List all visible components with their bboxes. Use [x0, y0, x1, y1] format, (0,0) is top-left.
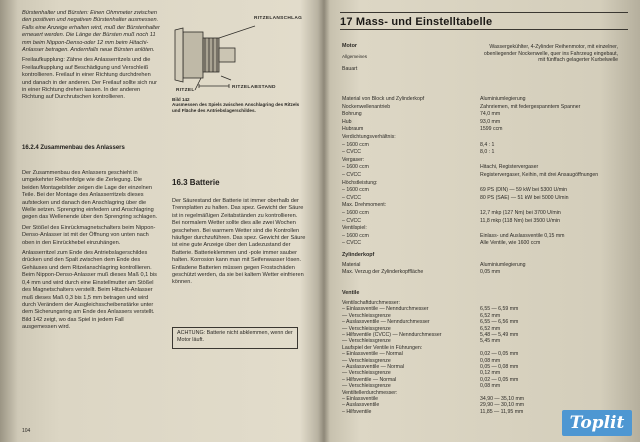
spec-value: 0,08 mm	[480, 383, 501, 390]
spec-label: – 1600 ccm	[342, 187, 369, 194]
bauart-label: Bauart	[342, 66, 358, 72]
spec-value: 5,48 — 5,49 mm	[480, 332, 519, 338]
spec-label: — Verschleissgrenze	[342, 338, 391, 345]
allgemeines-label: Allgemeines	[342, 54, 368, 59]
spec-value: 5,45 mm	[480, 338, 501, 345]
spec-label: — Verschleissgrenze	[342, 357, 391, 364]
title-rule-top	[340, 12, 628, 13]
spec-label: – Auslassventile — Nenndurchmesser	[342, 319, 430, 326]
spec-label: Max. Verzug der Zylinderkopffläche	[342, 269, 424, 276]
spec-label: – Hilfsventile (CVCC) — Nenndurchmesser	[342, 332, 442, 338]
spec-value: Aluminiumlegierung	[480, 262, 526, 268]
figure-caption	[172, 97, 307, 113]
spec-value: 8,4 : 1	[480, 141, 495, 148]
battery-note-box: ACHTUNG: Batterie nicht abklemmen, wenn der Motor läuft.	[172, 327, 298, 349]
figure-caption-text: Ausmessen des Spiels zwischen Anschlagring des Ritzels und Fläche des Antriebslagerschildes.	[172, 102, 300, 113]
spec-value: 0,02 — 0,05 mm	[480, 351, 519, 358]
spec-label: – CVCC	[342, 149, 362, 156]
figure-label-ritzel: RITZEL	[176, 88, 195, 93]
spec-label: – Einlassventile	[342, 396, 379, 402]
spec-label: – 1600 ccm	[342, 141, 369, 148]
stoessel-paragraph: Der Stößel des Einrückmagnetschalters beim Nippon-Denso-Anlasser ist mit der Öffnung von unten nach oben in den Einrückhebel einzuhängen.	[22, 224, 156, 246]
ventile-heading: Ventile	[342, 290, 360, 296]
ritzel-paragraph: Anlasserritzel zum Ende des Antriebslagerschildes drücken und den Spalt zwischen dem Ende des Gehäuses und dem Ritzelanschlagring kontrollieren. Beim Nippon-Denso-Anlasser muß dieses Maß 0,1 bis 0,4 mm und wird durch eine Einstellmutter am Stößel des Magnetschalters verstellt. Beim Hitachi-Anlasser muß dieses Maß 0,3 bis 1,5 mm betragen und wird durch Verändern der Ausgleichsscheibenstärke unter dem Sicherungsring am Ende des Anlassers verstellt. Bild 142 zeigt, wo das Spiel in jedem Fall ausgemessen wird.	[22, 250, 157, 331]
starter-pinion-figure	[165, 8, 305, 108]
figure-label-abstand: RITZELABSTAND	[232, 85, 276, 90]
spec-value: 0,02 — 0,05 mm	[480, 376, 519, 383]
toplit-watermark-logo: Toplit	[562, 410, 632, 436]
spec-label: — Verschleissgrenze	[342, 325, 391, 332]
spec-label: – Hilfsventile — Normal	[342, 376, 397, 383]
zylinderkopf-heading: Zylinderkopf	[342, 252, 375, 258]
spec-value: 11,8 mkp (118 Nm) bei 3500 U/min	[480, 217, 560, 224]
spec-value: Hitachi, Registervergaser	[480, 164, 539, 171]
spec-value: Registervergaser, Keihin, mit drei Ansaugöffnungen	[480, 172, 599, 178]
spec-value: Zahnriemen, mit federgespanntem Spanner	[480, 103, 581, 110]
chapter-title: 17 Mass- und Einstelltabelle	[340, 16, 493, 28]
title-rule-bottom	[340, 29, 628, 30]
spec-label: Höchstleistung:	[342, 179, 378, 186]
spec-value: 29,90 — 30,10 mm	[480, 402, 525, 409]
spec-value: 8,0 : 1	[480, 149, 495, 156]
spec-label: – Hilfsventile	[342, 408, 372, 415]
spec-label: Ventilschaftdurchmesser:	[342, 300, 400, 306]
spec-label: — Verschleissgrenze	[342, 370, 391, 377]
spec-value: Aluminiumlegierung	[480, 96, 526, 102]
housing-shape	[183, 32, 203, 78]
section-163-paragraph: Der Säurestand der Batterie ist immer oberhalb der Trennplatten zu halten. Das spez. Gewicht der Säure ist in regelmäßigen Zeitabständen zu kontrollieren. Bei normalem Wetter sollte dies alle zwei Wochen geschehen. Bei warmem Wetter sind die Kontrollen häufiger durchzuführen. Das spez. Gewicht der Säure ist eine gute Anzeige über den Ladezustand der Batterie. Batterieklemmen und -pole immer sauber halten. Korrosion kann man mit Seifenwasser lösen. Entladene Batterien müssen gegen Frostschäden geschützt werden, da sie bei kaltem Wetter einfrieren können.	[172, 198, 306, 286]
spec-label: – Auslassventile	[342, 402, 380, 409]
figure-number: Bild 142	[172, 97, 190, 102]
spec-label: Material	[342, 262, 361, 268]
spec-label: – 1600 ccm	[342, 210, 369, 216]
spec-label: — Verschleissgrenze	[342, 383, 391, 390]
spec-value: 11,85 — 11,95 mm	[480, 408, 524, 415]
spec-value: 93,0 mm	[480, 118, 501, 125]
spec-label: Max. Drehmoment:	[342, 202, 387, 209]
spec-label: – 1600 ccm	[342, 164, 369, 171]
spec-value: 0,05 mm	[480, 269, 501, 276]
spec-label: – Auslassventile — Normal	[342, 364, 404, 370]
intro-paragraph: Bürstenhalter und Bürsten: Einen Ohmmeter zwischen den positiven und negativen Bürstenhalter ausmessen. Falls eine Anzeige erhalten wird, muß der Bürstenhalter erneuert werden. Die Länge der Bürsten muß noch 11 mm beim Nippon-Denso-oder 12 mm beim Hitachi-Anlasser betragen. Andernfalls neue Bürsten anlöten.	[22, 10, 160, 54]
spec-label: Ventilspiel:	[342, 225, 367, 232]
spec-value: 0,08 mm	[480, 357, 501, 364]
spec-value: 80 PS (SAE) — 51 kW bei 5000 U/min	[480, 194, 569, 201]
spec-value: 74,0 mm	[480, 111, 501, 118]
spec-label: Vergaser:	[342, 156, 365, 163]
spec-value: 6,55 — 6,56 mm	[480, 319, 519, 326]
spec-value: 6,55 — 6,59 mm	[480, 306, 519, 313]
motor-heading: Motor	[342, 43, 357, 49]
spec-value: 12,7 mkp (127 Nm) bei 3700 U/min	[480, 210, 561, 216]
section-1624-paragraph: Der Zusammenbau des Anlassers geschieht in umgekehrter Reihenfolge wie die Zerlegung. Die beiden Montagebilder zeigen die Lage der einzelnen Teile. Bei der Montage des Anlasserritzels dieses aufstecken und danach den Anschlagring über die Welle setzen. Sprengring einfedern und Anschlagring gegen das Wellenende über den Sprengring schlagen.	[22, 170, 158, 221]
spec-label: – CVCC	[342, 194, 362, 201]
spec-value: 6,52 mm	[480, 312, 501, 319]
spec-label: Bohrung	[342, 111, 362, 118]
spec-value: 0,12 mm	[480, 370, 501, 377]
spec-label: – 1600 ccm	[342, 232, 369, 239]
spec-label: Nockenwellenantrieb	[342, 103, 391, 110]
spec-value: 34,90 — 35,10 mm	[480, 396, 525, 402]
spec-value: Einlass- und Auslassventile 0,15 mm	[480, 232, 565, 239]
spec-value: Alle Ventile, wie 1600 ccm	[480, 240, 541, 247]
spec-label: – CVCC	[342, 240, 362, 247]
spec-label: Hubraum	[342, 126, 364, 133]
spec-label: — Verschleissgrenze	[342, 312, 391, 319]
spec-label: Hub	[342, 118, 352, 125]
section-163-heading: 16.3 Batterie	[172, 178, 220, 187]
spec-value: 1599 ccm	[480, 126, 503, 133]
left-page-number: 104	[22, 428, 31, 434]
shaft-end-shape	[219, 48, 235, 62]
section-1624-heading: 16.2.4 Zusammenbau des Anlassers	[22, 145, 125, 151]
left-column-bottom	[22, 170, 160, 332]
spec-value: 69 PS (DIN) — 59 kW bei 5300 U/min	[480, 187, 568, 194]
bauart-value: Wassergekühlter, 4-Zylinder Reihenmotor, mit einzelner, obenliegender Nockenwelle, quer ins Fahrzeug eingebaut, mit fünffach gelagerter Kurbelwelle	[483, 44, 618, 64]
spec-label: – CVCC	[342, 172, 362, 178]
spec-label: Laufspiel der Ventile in Führungen:	[342, 344, 423, 351]
battery-column	[172, 198, 306, 287]
figure-label-top: RITZELANSCHLAG	[254, 16, 303, 21]
spec-label: – Einlassventile — Normal	[342, 351, 403, 358]
spec-label: Ventiltellerdurchmesser:	[342, 389, 398, 396]
spec-label: Material von Block und Zylinderkopf	[342, 96, 425, 102]
spec-label: – CVCC	[342, 217, 362, 224]
spec-value: 6,52 mm	[480, 325, 501, 332]
spec-label: Verdichtungsverhältnis:	[342, 134, 396, 140]
spec-label: – Einlassventile — Nenndurchmesser	[342, 306, 429, 313]
left-column-top	[22, 10, 160, 102]
spec-value: 0,05 — 0,08 mm	[480, 364, 519, 370]
freilauf-paragraph: Freilaufkupplung: Zähne des Anlasserritzels und die Freilaufkupplung auf Beschädigung und Verschleiß kontrollieren. Freilauf in einer Richtung durchdrehen und danach in der anderen. Der Freilauf sollte sich nur in einer Richtung drehen lassen. In der anderen Richtung auf Durchrutschen kontrollieren.	[22, 57, 157, 101]
